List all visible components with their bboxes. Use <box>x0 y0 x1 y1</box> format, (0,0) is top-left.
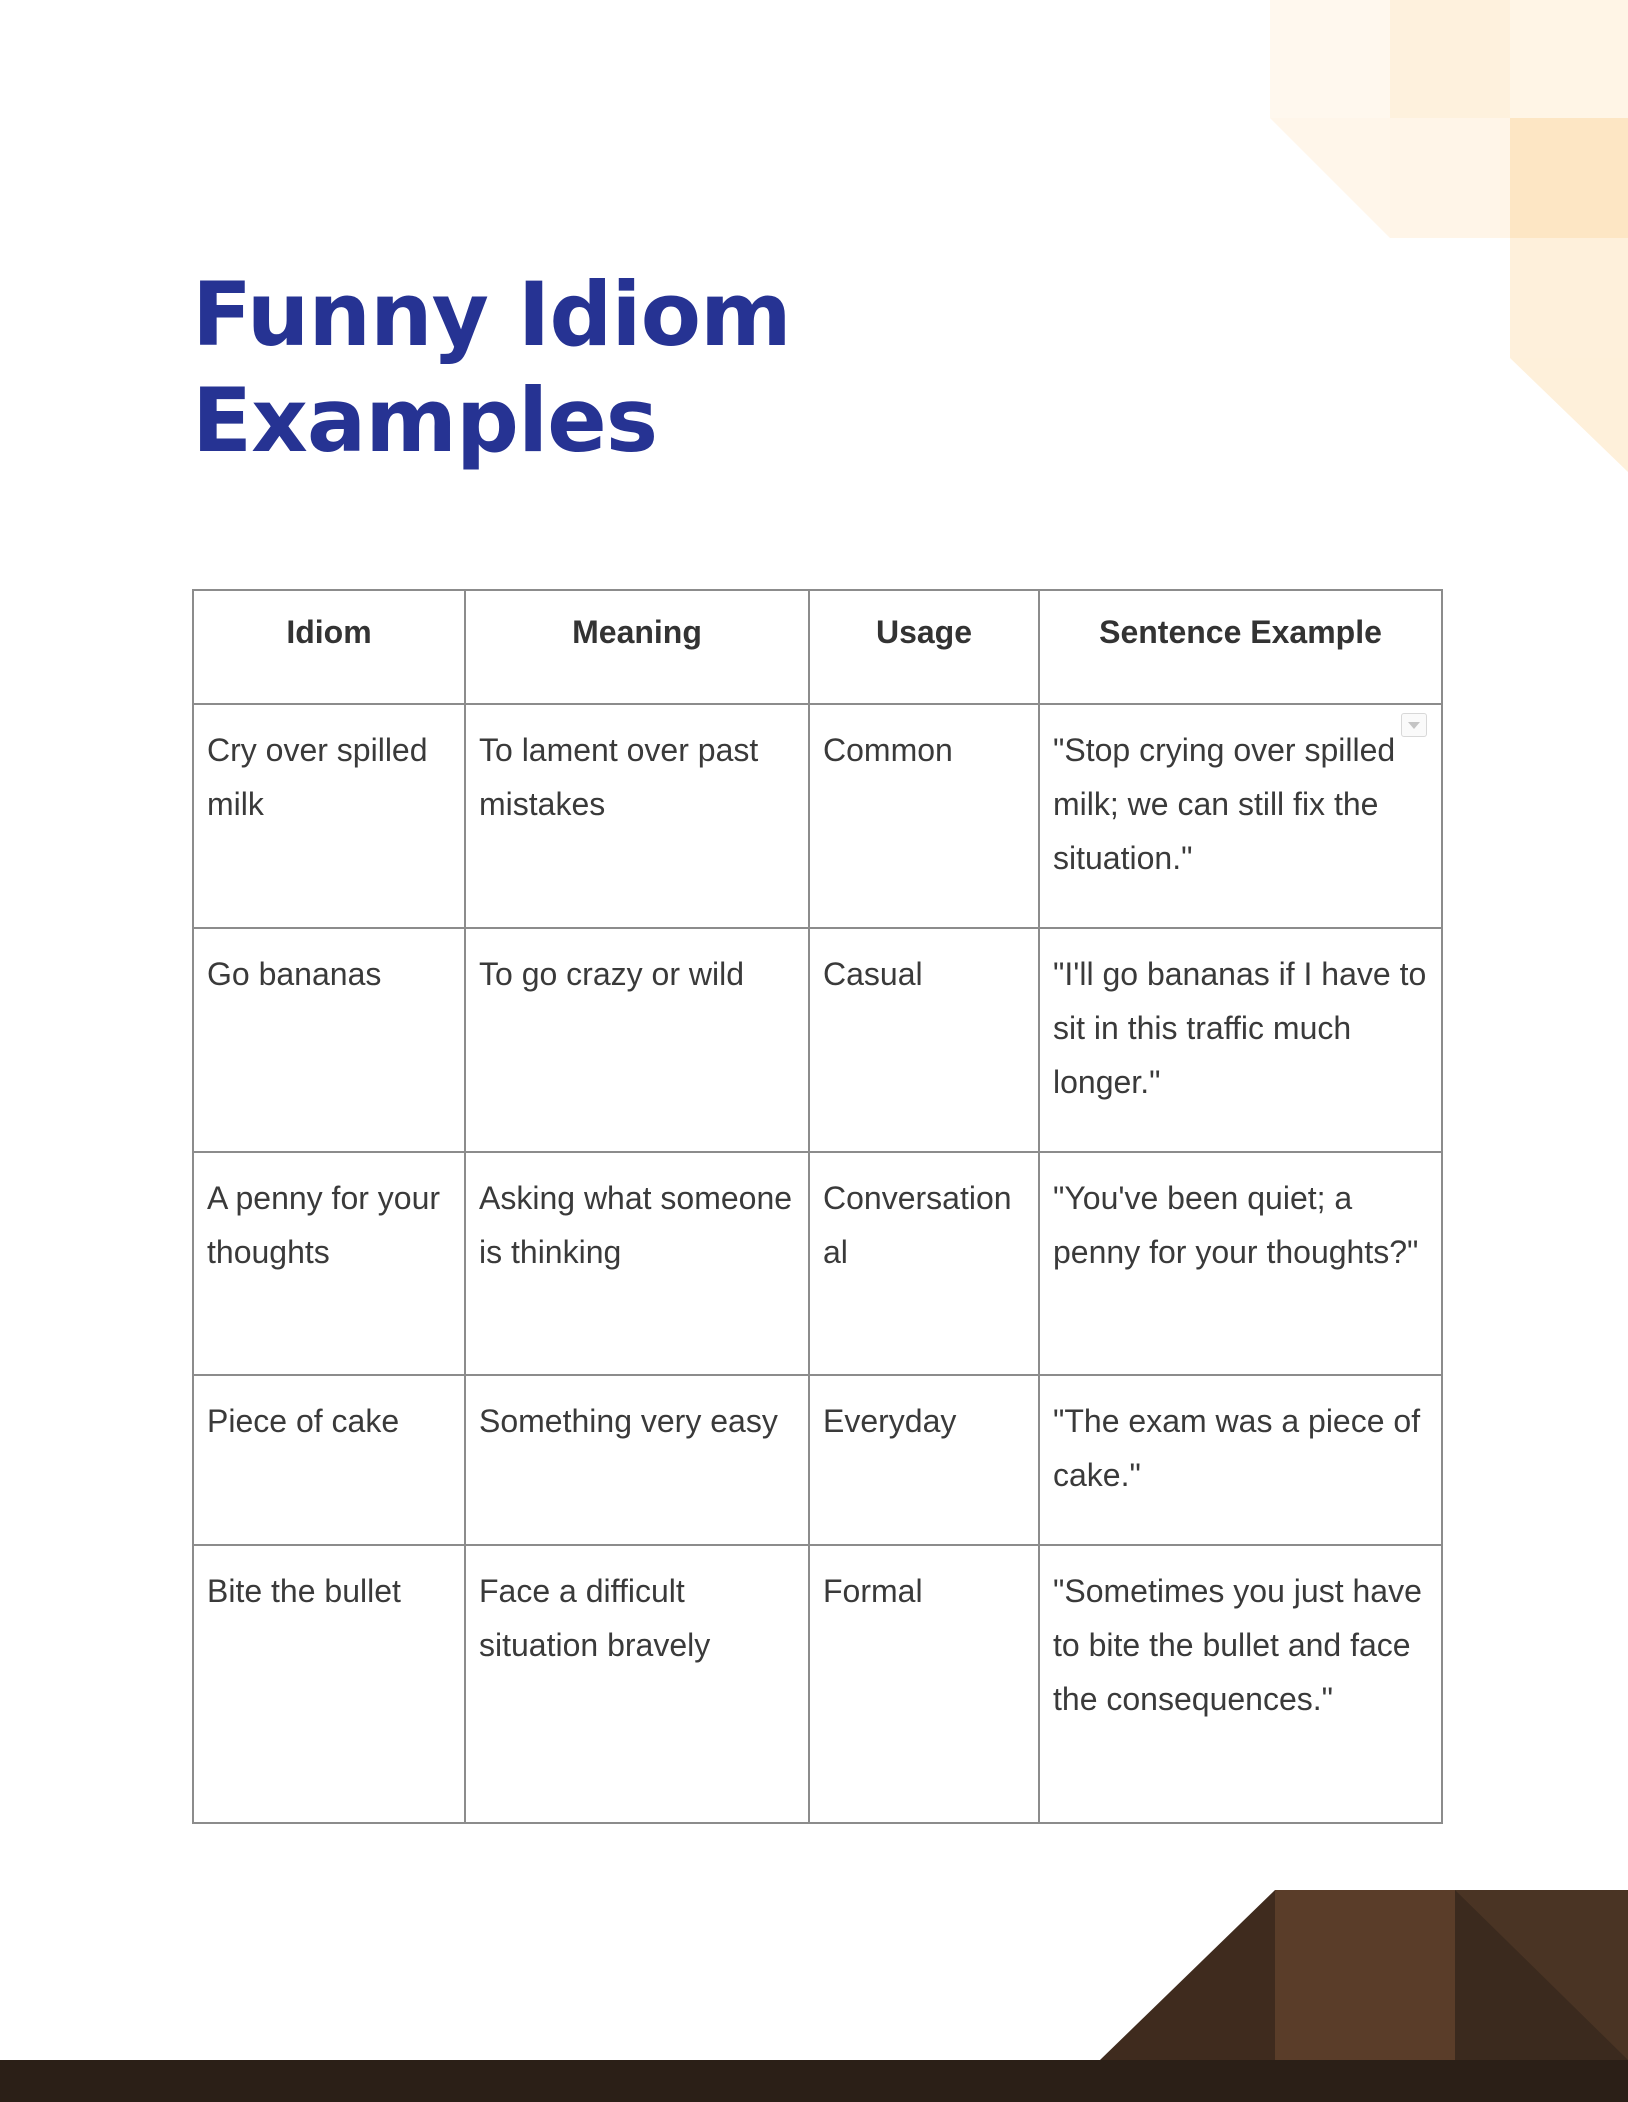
cell-usage: Everyday <box>809 1375 1039 1545</box>
cell-sentence-example: "You've been quiet; a penny for your thoughts?" <box>1039 1152 1442 1375</box>
table-row <box>193 1152 1442 1375</box>
table-row <box>193 1545 1442 1823</box>
header-meaning: Meaning <box>465 590 809 704</box>
cell-idiom: A penny for your thoughts <box>193 1152 465 1375</box>
cell-idiom: Piece of cake <box>193 1375 465 1545</box>
cell-sentence-example: "Sometimes you just have to bite the bullet and face the consequences." <box>1039 1545 1442 1823</box>
cell-sentence-example: "The exam was a piece of cake." <box>1039 1375 1442 1545</box>
cell-idiom: Go bananas <box>193 928 465 1152</box>
cell-meaning: To go crazy or wild <box>465 928 809 1152</box>
header-usage: Usage <box>809 590 1039 704</box>
cell-usage: Common <box>809 704 1039 928</box>
header-sentence-example: Sentence Example <box>1039 590 1442 704</box>
table-row <box>193 928 1442 1152</box>
cell-idiom: Cry over spilled milk <box>193 704 465 928</box>
cell-meaning: To lament over past mistakes <box>465 704 809 928</box>
page-title-line1: Funny Idiom <box>192 263 791 366</box>
cell-meaning: Face a difficult situation bravely <box>465 1545 809 1823</box>
cell-sentence-example <box>1039 704 1442 928</box>
cell-usage: Casual <box>809 928 1039 1152</box>
cell-meaning: Asking what someone is thinking <box>465 1152 809 1375</box>
cell-usage: Conversational <box>809 1152 1039 1375</box>
bottom-decoration <box>0 1880 1628 2102</box>
page-title <box>192 262 1092 474</box>
cell-sentence-text: "Stop crying over spilled milk; we can still fix the situation." <box>1053 732 1396 876</box>
cell-dropdown-icon[interactable] <box>1401 713 1427 737</box>
table-row <box>193 1375 1442 1545</box>
table-header-row <box>193 590 1442 704</box>
cell-sentence-example: "I'll go bananas if I have to sit in this traffic much longer." <box>1039 928 1442 1152</box>
table-row <box>193 704 1442 928</box>
header-idiom: Idiom <box>193 590 465 704</box>
cell-idiom: Bite the bullet <box>193 1545 465 1823</box>
cell-usage: Formal <box>809 1545 1039 1823</box>
cell-meaning: Something very easy <box>465 1375 809 1545</box>
page-title-line2: Examples <box>192 369 658 472</box>
idioms-table <box>192 589 1443 1824</box>
